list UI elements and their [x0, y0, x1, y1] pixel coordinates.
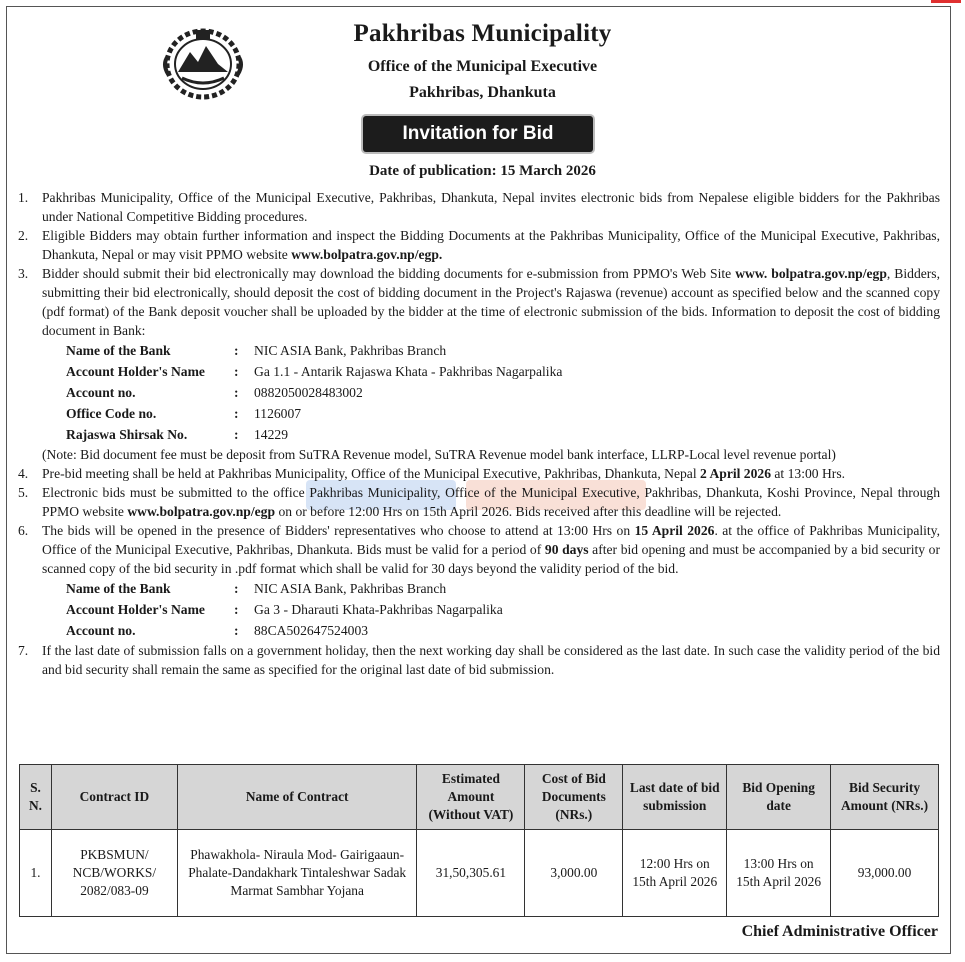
col-header: Contract ID — [51, 765, 177, 830]
clause-text: Eligible Bidders may obtain further information and inspect the Bidding Documents at the Pakhribas Municipality, Office of the Municipal Executive, Pakhribas, Dhankuta, Nepal or may visit PPMO website — [42, 228, 940, 262]
clause-number: 2. — [18, 228, 29, 243]
clause-number: 5. — [18, 485, 29, 500]
cell-last-date: 12:00 Hrs on 15th April 2026 — [623, 830, 727, 917]
clause-3 — [18, 264, 940, 340]
note-text: (Note: Bid document fee must be deposit from SuTRA Revenue model, SuTRA Revenue model bank interface, LLRP-Local level revenue portal) — [42, 447, 836, 462]
opening-date: 15 April 2026 — [634, 523, 715, 538]
col-header: S. N. — [20, 765, 52, 830]
publication-date: Date of publication: 15 March 2026 — [369, 163, 596, 179]
cell-estimated-amount: 31,50,305.61 — [417, 830, 525, 917]
bank-row — [66, 361, 940, 382]
bank-row — [66, 578, 940, 599]
colon: : — [234, 623, 239, 638]
bank-key: Account no. — [66, 385, 136, 400]
table-row — [20, 830, 939, 917]
cell-contract-name: Phawakhola- Niraula Mod- Gairigaaun-Phalate-Dandakhark Tintaleshwar Sadak Marmat Sambhar Yojana — [177, 830, 417, 917]
cell-bid-security: 93,000.00 — [831, 830, 939, 917]
bank-row — [66, 620, 940, 641]
notice-title: Invitation for Bid — [363, 116, 593, 152]
clause-number: 3. — [18, 266, 29, 281]
clause-text: Bidder should submit their bid electronically may download the bidding documents for e-submission from PPMO's Web Site — [42, 266, 736, 281]
colon: : — [234, 385, 239, 400]
cell-contract-id: PKBSMUN/ NCB/WORKS/ 2082/083-09 — [51, 830, 177, 917]
bank-row — [66, 340, 940, 361]
clause-2 — [18, 226, 940, 264]
clause-5 — [18, 483, 940, 521]
ppmo-link[interactable]: www. bolpatra.gov.np/egp — [735, 266, 887, 281]
clause-text: The bids will be opened in the presence of Bidders' representatives who choose to attend at 13:00 Hrs on — [42, 523, 635, 538]
clause-text: on or before 12:00 Hrs on 15th April 2026. Bids received after this deadline will be rejected. — [275, 504, 782, 519]
clause-text: Pakhribas Municipality, Office of the Municipal Executive, Pakhribas, Dhankuta, Nepal invites electronic bids from Nepalese eligible bidders for the Pakhribas under National Competitive Bidding procedures. — [42, 190, 940, 224]
office-name: Office of the Municipal Executive — [367, 58, 598, 75]
col-header: Name of Contract — [177, 765, 417, 830]
clause-text: Pre-bid meeting shall be held at Pakhribas Municipality, Office of the Municipal Executive, Pakhribas, Dhankuta, Nepal — [42, 466, 700, 481]
bank-row — [66, 424, 940, 445]
col-header: Bid Opening date — [727, 765, 831, 830]
signatory: Chief Administrative Officer — [741, 923, 938, 940]
clause-text: at 13:00 Hrs. — [771, 466, 846, 481]
bank-value: Ga 3 - Dharauti Khata-Pakhribas Nagarpalika — [254, 602, 503, 617]
col-header: Cost of Bid Documents (NRs.) — [525, 765, 623, 830]
bank-value: NIC ASIA Bank, Pakhribas Branch — [254, 343, 447, 358]
bank-key: Account no. — [66, 623, 136, 638]
cell-opening-date: 13:00 Hrs on 15th April 2026 — [727, 830, 831, 917]
bank-value: 88CA502647524003 — [254, 623, 369, 638]
colon: : — [234, 364, 239, 379]
bank-value: 1126007 — [254, 406, 302, 421]
bank-value: NIC ASIA Bank, Pakhribas Branch — [254, 581, 447, 596]
colon: : — [234, 581, 239, 596]
municipality-name: Pakhribas Municipality — [353, 20, 612, 47]
bank-row — [66, 403, 940, 424]
colon: : — [234, 602, 239, 617]
bank-row — [66, 382, 940, 403]
clause-7 — [18, 641, 940, 679]
clause-number: 6. — [18, 523, 29, 538]
colon: : — [234, 406, 239, 421]
fee-note — [18, 445, 940, 464]
bank-row — [66, 599, 940, 620]
clause-text: after bid opening and must be accompanied by a bid security or scanned copy of the bid security in .pdf format which shall be valid for 30 days beyond the validity period of the bid. — [42, 542, 941, 576]
clause-4 — [18, 464, 940, 483]
col-header: Bid Security Amount (NRs.) — [831, 765, 939, 830]
bank-key: Office Code no. — [66, 406, 157, 421]
col-header: Last date of bid submission — [623, 765, 727, 830]
colon: : — [234, 427, 239, 442]
notice-body — [18, 188, 940, 679]
prebid-date: 2 April 2026 — [700, 466, 771, 481]
ppmo-link[interactable]: www.bolpatra.gov.np/egp — [127, 504, 276, 519]
clause-6 — [18, 521, 940, 578]
cell-sn: 1. — [20, 830, 52, 917]
col-header: Estimated Amount (Without VAT) — [417, 765, 525, 830]
clause-number: 1. — [18, 190, 29, 205]
clause-number: 4. — [18, 466, 29, 481]
corner-mark — [931, 0, 961, 3]
bank-key: Account Holder's Name — [66, 602, 205, 617]
clause-number: 7. — [18, 643, 29, 658]
security-bank-details — [18, 578, 940, 641]
bank-key: Name of the Bank — [66, 581, 171, 596]
validity-period: 90 days — [544, 542, 589, 557]
bank-value: Ga 1.1 - Antarik Rajaswa Khata - Pakhribas Nagarpalika — [254, 364, 563, 379]
table-header-row — [20, 765, 939, 830]
clause-text: . at the office of Pakhribas Municipality, Office of the Municipal Executive, Pakhribas, Dhankuta. Bids must be valid for a period of — [42, 523, 940, 557]
revenue-bank-details — [18, 340, 940, 445]
clause-1 — [18, 188, 940, 226]
cell-doc-cost: 3,000.00 — [525, 830, 623, 917]
contract-table — [19, 764, 939, 917]
bank-value: 0882050028483002 — [254, 385, 363, 400]
bank-key: Name of the Bank — [66, 343, 171, 358]
ppmo-link[interactable]: www.bolpatra.gov.np/egp. — [291, 247, 443, 262]
clause-text: Electronic bids must be submitted to the office Pakhribas Municipality, Office of the Municipal Executive, Pakhribas, Dhankuta, Koshi Province, Nepal through PPMO website — [42, 485, 940, 519]
clause-text: , Bidders, submitting their bid electronically, should deposit the cost of bidding document in the Project's Rajaswa (revenue) account as specified below and the scanned copy (pdf format) of the Bank deposit voucher shall be uploaded by the bidder at the time of electronic submission of the bids. Information to deposit the cost of bidding document in Bank: — [42, 266, 940, 338]
colon: : — [234, 343, 239, 358]
clause-text: If the last date of submission falls on a government holiday, then the next working day shall be considered as the last date. In such case the validity period of the bid and bid security shall remain the same as specified for the original last date of bid submission. — [42, 643, 940, 677]
bank-key: Rajaswa Shirsak No. — [66, 427, 188, 442]
bank-key: Account Holder's Name — [66, 364, 205, 379]
bank-value: 14229 — [254, 427, 288, 442]
office-location: Pakhribas, Dhankuta — [409, 84, 556, 101]
